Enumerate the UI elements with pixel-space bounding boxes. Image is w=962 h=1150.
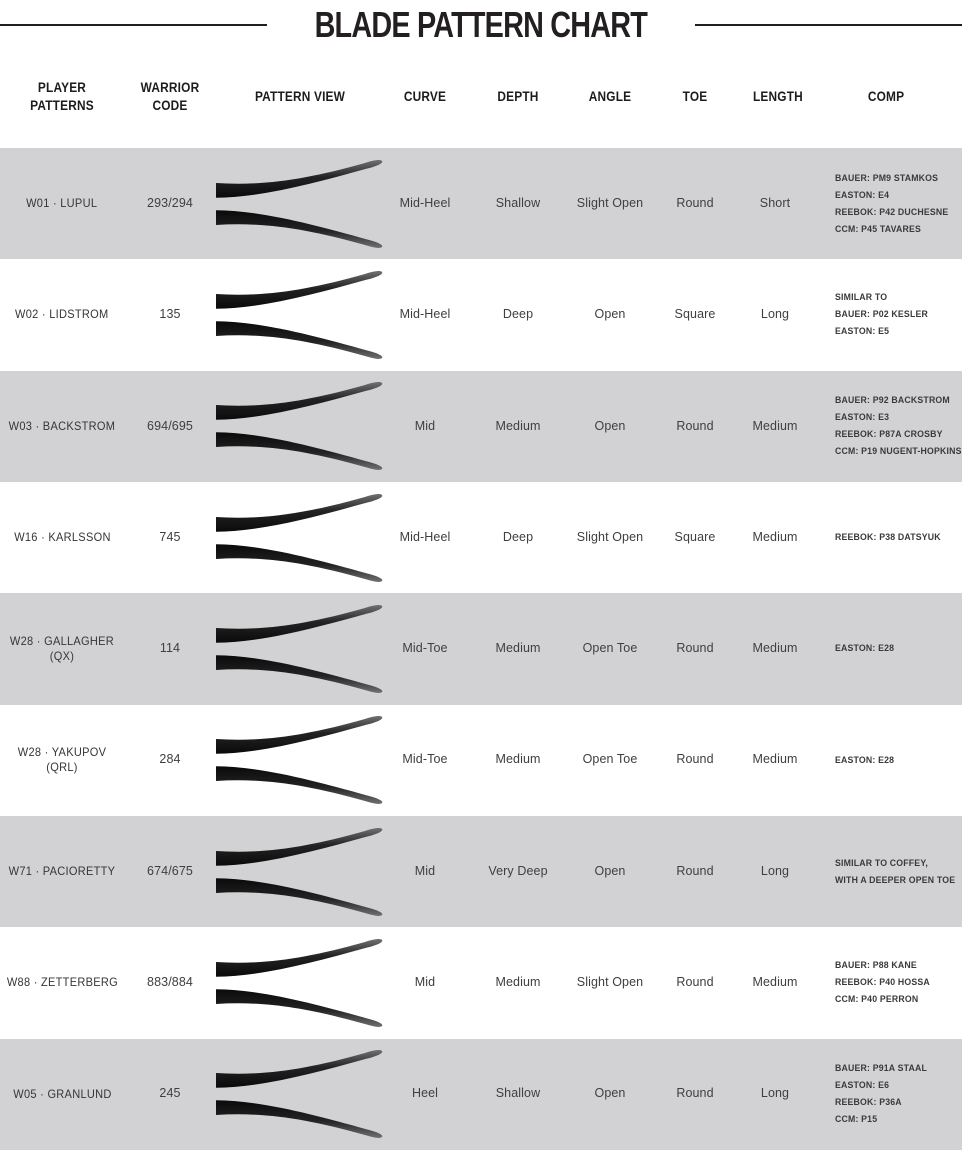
player-pattern-cell [0, 419, 124, 434]
warrior-code-cell [124, 641, 216, 657]
comp-line: BAUER: PM9 STAMKOS [835, 172, 939, 184]
column-header-comp: COMP [867, 89, 905, 105]
depth-value: Shallow [495, 1086, 541, 1101]
length-value: Medium [752, 641, 798, 656]
pattern-view-cell [216, 1044, 384, 1144]
angle-cell [570, 641, 650, 657]
length-cell [740, 641, 810, 657]
toe-cell [650, 1086, 740, 1102]
curve-value: Mid [414, 418, 436, 433]
comp-line: BAUER: P02 KESLER [835, 309, 928, 321]
warrior-code-cell [124, 864, 216, 880]
curve-value: Mid-Heel [399, 195, 451, 210]
length-cell [740, 307, 810, 323]
curve-cell [384, 975, 466, 991]
angle-cell [570, 530, 650, 546]
angle-cell [570, 864, 650, 880]
pattern-view-cell [216, 488, 384, 588]
length-cell [740, 864, 810, 880]
player-pattern-cell [0, 864, 124, 879]
curve-cell [384, 196, 466, 212]
player-pattern-label: W03 · BACKSTROM [8, 418, 116, 433]
warrior-code-cell [124, 530, 216, 546]
comp-line: EASTON: E28 [835, 643, 895, 655]
angle-value: Slight Open [576, 529, 644, 544]
angle-cell [570, 1086, 650, 1102]
angle-cell [570, 975, 650, 991]
player-pattern-label: W16 · KARLSSON [13, 530, 111, 545]
player-pattern-label: W05 · GRANLUND [12, 1086, 112, 1101]
depth-cell [466, 975, 570, 991]
warrior-code-value: 135 [159, 307, 181, 322]
angle-value: Open [594, 1086, 626, 1101]
table-row [0, 816, 962, 927]
angle-cell [570, 419, 650, 435]
warrior-code-cell [124, 196, 216, 212]
player-pattern-cell [0, 307, 124, 322]
comp-line: CCM: P15 [835, 1114, 878, 1126]
warrior-code-value: 114 [159, 641, 181, 656]
warrior-code-cell [124, 1086, 216, 1102]
toe-value: Round [676, 1086, 714, 1101]
comp-line: REEBOK: P40 HOSSA [835, 977, 930, 989]
curve-value: Mid [414, 975, 436, 990]
table-header-row [0, 46, 962, 148]
depth-value: Deep [502, 307, 534, 322]
angle-value: Slight Open [576, 195, 644, 210]
player-pattern-cell [0, 975, 124, 990]
length-value: Long [760, 1086, 790, 1101]
angle-value: Open Toe [582, 752, 638, 767]
comp-cell [810, 529, 962, 546]
toe-value: Round [676, 195, 714, 210]
title-rule-right [695, 24, 962, 26]
comp-cell [810, 170, 962, 238]
angle-cell [570, 196, 650, 212]
angle-cell [570, 307, 650, 323]
comp-cell [810, 289, 962, 340]
length-cell [740, 975, 810, 991]
curve-cell [384, 641, 466, 657]
depth-value: Very Deep [488, 863, 548, 878]
comp-line: SIMILAR TO COFFEY, [835, 857, 928, 869]
pattern-view-cell [216, 710, 384, 810]
comp-line: EASTON: E28 [835, 754, 895, 766]
depth-cell [466, 864, 570, 880]
comp-line: EASTON: E5 [835, 326, 890, 338]
depth-cell [466, 641, 570, 657]
player-pattern-cell [0, 196, 124, 211]
warrior-code-value: 674/675 [147, 863, 193, 878]
warrior-code-value: 284 [159, 752, 181, 767]
toe-value: Square [674, 529, 716, 544]
comp-line: REEBOK: P42 DUCHESNE [835, 206, 949, 218]
table-row [0, 593, 962, 704]
column-header-toe: TOE [682, 89, 708, 105]
length-value: Medium [752, 752, 798, 767]
depth-cell [466, 752, 570, 768]
depth-cell [466, 196, 570, 212]
player-pattern-label: W28 · GALLAGHER (QX) [9, 633, 115, 663]
table-row [0, 259, 962, 370]
pattern-view-cell [216, 933, 384, 1033]
column-header-pattern-view: PATTERN VIEW [254, 89, 346, 105]
curve-value: Mid-Heel [399, 307, 451, 322]
depth-value: Deep [502, 529, 534, 544]
angle-value: Open [594, 863, 626, 878]
table-rows [0, 148, 962, 1150]
pattern-view-cell [216, 265, 384, 365]
table-row [0, 371, 962, 482]
angle-value: Open Toe [582, 641, 638, 656]
length-cell [740, 196, 810, 212]
player-pattern-label: W71 · PACIORETTY [8, 864, 116, 879]
column-header-angle: ANGLE [588, 89, 632, 105]
toe-value: Round [676, 641, 714, 656]
comp-line: CCM: P19 NUGENT-HOPKINS [835, 446, 962, 458]
column-header-length: LENGTH [753, 89, 803, 105]
curve-cell [384, 419, 466, 435]
angle-value: Open [594, 307, 626, 322]
warrior-code-cell [124, 975, 216, 991]
comp-line: BAUER: P92 BACKSTROM [835, 395, 950, 407]
column-header-depth: DEPTH [497, 89, 539, 105]
depth-value: Shallow [495, 195, 541, 210]
comp-cell [810, 392, 962, 460]
table-row [0, 927, 962, 1038]
toe-value: Round [676, 752, 714, 767]
depth-cell [466, 1086, 570, 1102]
length-value: Medium [752, 418, 798, 433]
toe-cell [650, 307, 740, 323]
warrior-code-value: 245 [159, 1086, 181, 1101]
player-pattern-label: W01 · LUPUL [26, 196, 98, 211]
curve-cell [384, 752, 466, 768]
length-value: Long [760, 863, 790, 878]
toe-cell [650, 530, 740, 546]
pattern-view-cell [216, 599, 384, 699]
comp-line: CCM: P45 TAVARES [835, 223, 921, 235]
length-cell [740, 752, 810, 768]
toe-value: Square [674, 307, 716, 322]
depth-value: Medium [495, 418, 541, 433]
blade-pattern-image [216, 822, 384, 922]
angle-value: Open [594, 418, 626, 433]
toe-cell [650, 752, 740, 768]
comp-line: EASTON: E4 [835, 189, 890, 201]
player-pattern-label: W02 · LIDSTROM [15, 307, 109, 322]
depth-cell [466, 530, 570, 546]
comp-line: BAUER: P88 KANE [835, 960, 917, 972]
toe-cell [650, 864, 740, 880]
curve-value: Mid-Heel [399, 529, 451, 544]
blade-pattern-image [216, 710, 384, 810]
player-pattern-cell [0, 634, 124, 664]
blade-pattern-image [216, 376, 384, 476]
toe-value: Round [676, 863, 714, 878]
curve-value: Mid [414, 863, 436, 878]
table-row [0, 705, 962, 816]
player-pattern-cell [0, 530, 124, 545]
comp-line: CCM: P40 PERRON [835, 994, 919, 1006]
player-pattern-label: W88 · ZETTERBERG [6, 975, 118, 990]
comp-line: REEBOK: P87A CROSBY [835, 429, 943, 441]
curve-value: Mid-Toe [402, 641, 448, 656]
warrior-code-value: 883/884 [147, 975, 193, 990]
title-bar [0, 0, 962, 46]
depth-value: Medium [495, 975, 541, 990]
table-row [0, 482, 962, 593]
comp-cell [810, 855, 962, 889]
page-title: BLADE PATTERN CHART [314, 4, 648, 45]
length-cell [740, 1086, 810, 1102]
curve-cell [384, 307, 466, 323]
toe-cell [650, 196, 740, 212]
comp-cell [810, 640, 962, 657]
comp-cell [810, 1060, 962, 1128]
depth-value: Medium [495, 641, 541, 656]
comp-line: EASTON: E6 [835, 1080, 890, 1092]
curve-cell [384, 1086, 466, 1102]
warrior-code-cell [124, 419, 216, 435]
warrior-code-cell [124, 307, 216, 323]
angle-cell [570, 752, 650, 768]
depth-cell [466, 419, 570, 435]
toe-value: Round [676, 975, 714, 990]
curve-cell [384, 864, 466, 880]
table-row [0, 1039, 962, 1150]
blade-pattern-image [216, 933, 384, 1033]
warrior-code-value: 745 [159, 529, 181, 544]
comp-line: EASTON: E3 [835, 412, 890, 424]
comp-cell [810, 752, 962, 769]
blade-pattern-image [216, 488, 384, 588]
comp-cell [810, 957, 962, 1008]
blade-pattern-image [216, 599, 384, 699]
depth-value: Medium [495, 752, 541, 767]
warrior-code-value: 293/294 [147, 195, 193, 210]
player-pattern-cell [0, 745, 124, 775]
comp-line: WITH A DEEPER OPEN TOE [835, 874, 956, 886]
column-header-player-patterns: PLAYER PATTERNS [30, 80, 94, 113]
angle-value: Slight Open [576, 975, 644, 990]
curve-value: Mid-Toe [402, 752, 448, 767]
length-cell [740, 530, 810, 546]
comp-line: BAUER: P91A STAAL [835, 1063, 927, 1075]
title-rule-left [0, 24, 267, 26]
length-value: Medium [752, 529, 798, 544]
curve-value: Heel [411, 1086, 439, 1101]
pattern-view-cell [216, 154, 384, 254]
toe-value: Round [676, 418, 714, 433]
player-pattern-label: W28 · YAKUPOV (QRL) [17, 745, 107, 775]
curve-cell [384, 530, 466, 546]
blade-pattern-image [216, 1044, 384, 1144]
table-row [0, 148, 962, 259]
length-cell [740, 419, 810, 435]
length-value: Short [759, 195, 791, 210]
warrior-code-value: 694/695 [147, 418, 193, 433]
comp-line: REEBOK: P38 DATSYUK [835, 532, 941, 544]
blade-pattern-image [216, 154, 384, 254]
length-value: Medium [752, 975, 798, 990]
pattern-view-cell [216, 376, 384, 476]
toe-cell [650, 641, 740, 657]
depth-cell [466, 307, 570, 323]
comp-line: REEBOK: P36A [835, 1097, 902, 1109]
pattern-view-cell [216, 822, 384, 922]
toe-cell [650, 419, 740, 435]
player-pattern-cell [0, 1087, 124, 1102]
warrior-code-cell [124, 752, 216, 768]
comp-line: SIMILAR TO [835, 292, 888, 304]
blade-pattern-image [216, 265, 384, 365]
column-header-warrior-code: WARRIOR CODE [140, 80, 200, 113]
toe-cell [650, 975, 740, 991]
column-header-curve: CURVE [403, 89, 447, 105]
length-value: Long [760, 307, 790, 322]
